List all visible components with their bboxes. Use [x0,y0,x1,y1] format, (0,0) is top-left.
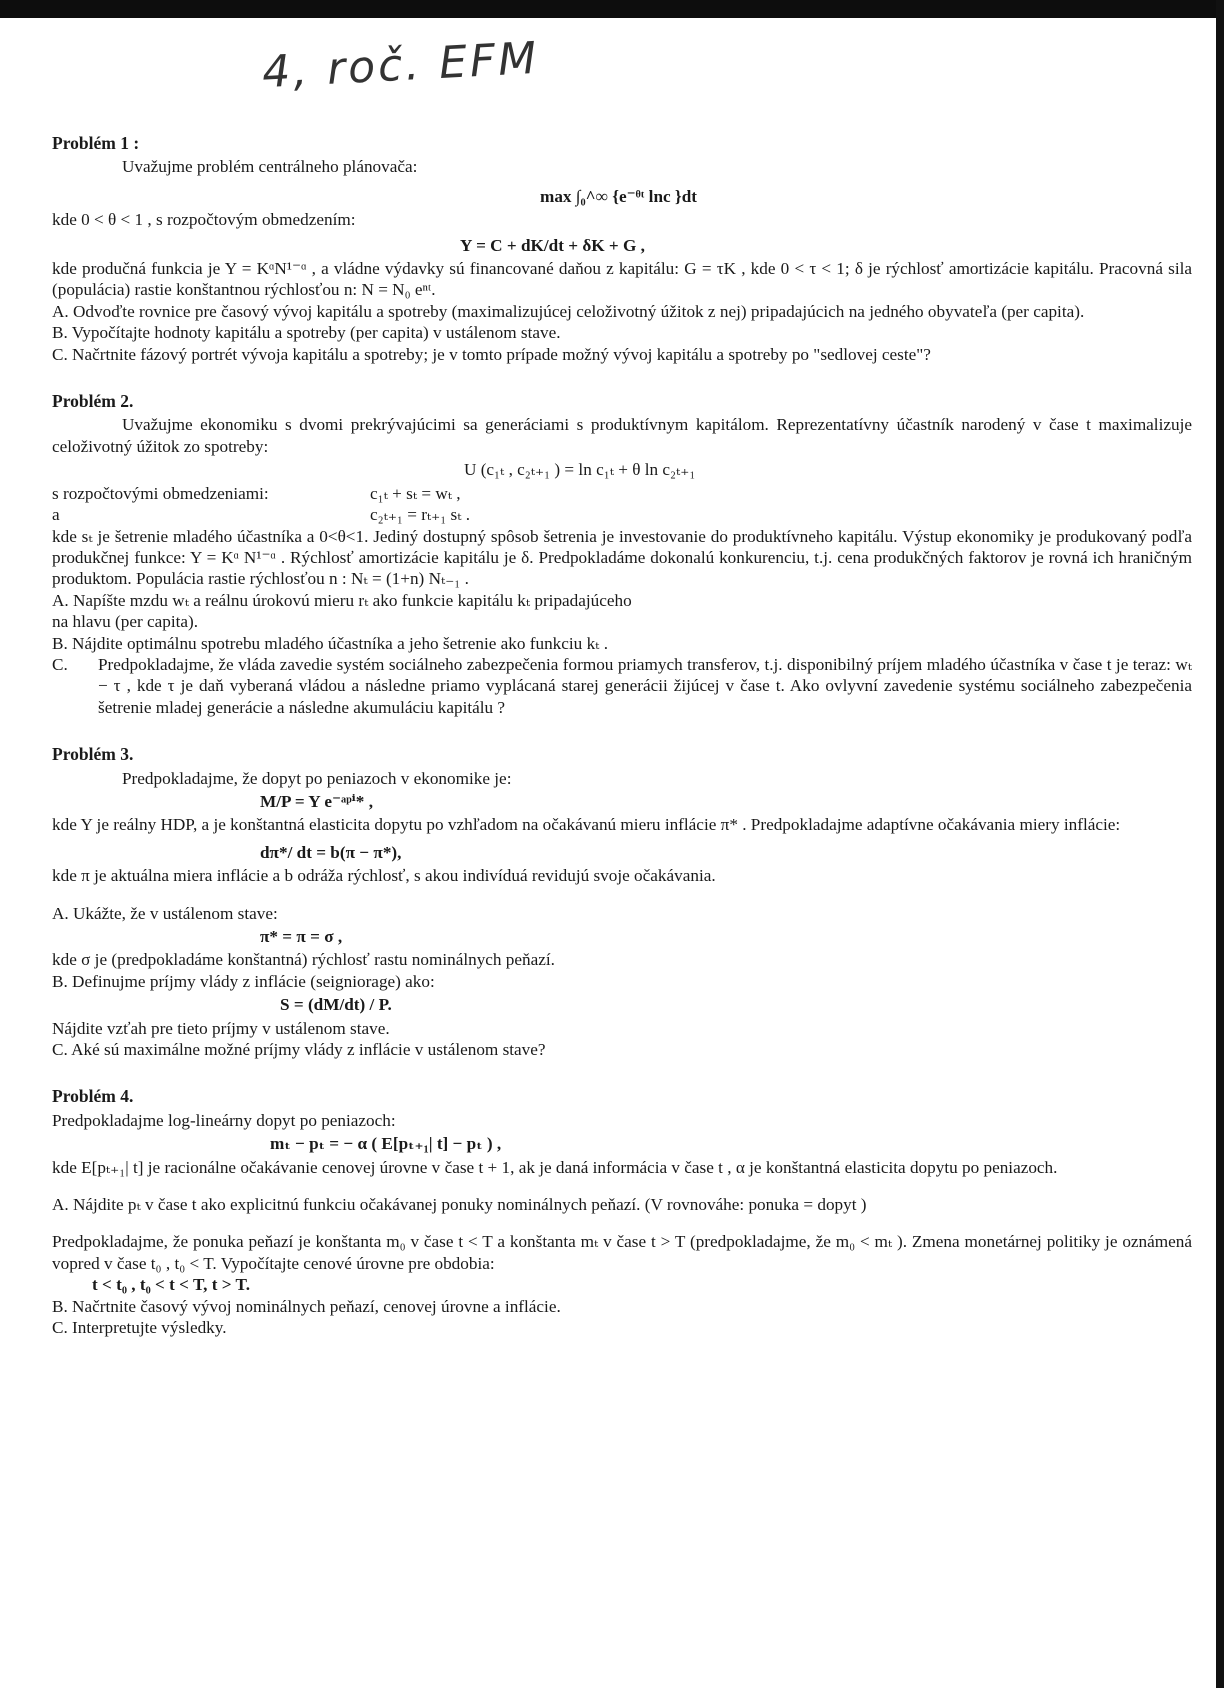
scan-top-border [0,0,1224,18]
problem-4-question-a: A. Nájdite pₜ v čase t ako explicitnú funkciu očakávanej ponuky nominálnych peňazí. (V rovnováhe: ponuka = dopyt ) [52,1195,867,1215]
problem-2-constraint-2: c₂ₜ₊₁ = rₜ₊₁ sₜ . [370,505,471,525]
problem-1-title: Problém 1 : [52,133,140,153]
problem-2-title: Problém 2. [52,391,134,412]
problem-2-question-c-row [52,654,1192,718]
problem-4-text-2: Predpokladajme, že ponuka peňazí je konštanta m₀ v čase t < T a konštanta mₜ v čase t > T (predpokladajme, že m₀ < mₜ ). Zmena monetárnej politiky je oznámená vopred v čase t₀ , t₀ < T. Vypočítajte cenové úrovne pre obdobia: [52,1232,1192,1273]
problem-1-production-text: kde produčná funkcia je Y = KᵅN¹⁻ᵅ , a vládne výdavky sú financované daňou z kapitálu: G = τK , kde 0 < τ < 1; δ je rýchlosť amortizácie kapitálu. Pracovná sila (populácia) rastie konštantnou rýchlosťou n: N = N₀ eⁿᵗ. [52,259,1192,300]
problem-3-question-a: A. Ukážte, že v ustálenom stave: [52,903,278,923]
problem-4-title: Problém 4. [52,1086,134,1107]
problem-3-adaptive-eq: dπ*/ dt = b(π − π*), [260,842,402,862]
problem-2-constraint-row-2 [52,504,1192,525]
problem-3-seigniorage-eq: S = (dM/dt) / P. [280,995,392,1015]
problem-3-question-b: B. Definujme príjmy vlády z inflácie (seigniorage) ako: [52,971,435,991]
problem-1-question-c: C. Načrtnite fázový portrét vývoja kapitálu a spotreby; je v tomto prípade možný vývoj kapitálu a spotreby po "sedlovej ceste"? [52,344,931,364]
problem-2-body: kde sₜ je šetrenie mladého účastníka a 0<θ<1. Jediný dostupný spôsob šetrenia je investovanie do produktívneho kapitálu. Výstup ekonomiky je produkovaný podľa produkčnej funkce: Y = Kᵅ N¹⁻ᵅ . Rýchlosť amortizácie kapitálu je δ. Predpokladáme dokonalú konkurenciu, t.j. cena produkčných faktorov je rovná ich hraničným produktom. Populácia rastie rýchlosťou n : Nₜ = (1+n) Nₜ₋₁ . [52,526,1192,589]
problem-2-question-a-line2: na hlavu (per capita). [52,612,199,632]
problem-4 [52,1086,1192,1338]
problem-1-question-b: B. Vypočítajte hodnoty kapitálu a spotreby (per capita) v ustálenom stave. [52,323,561,343]
problem-1-objective: max ∫₀^∞ {e⁻ᶿᵗ lnc }dt [540,186,697,206]
problem-3-intro: Predpokladajme, že dopyt po peniazoch v ekonomike je: [122,768,512,788]
scan-right-border [1216,0,1224,1688]
problem-4-text-1: kde E[pₜ₊₁| t] je racionálne očakávanie cenovej úrovne v čase t + 1, ak je daná informácia v čase t , α je konštantná elasticita dopytu po peniazoch. [52,1157,1058,1177]
problem-2-a-label: a [52,505,60,525]
document-body [52,133,1192,1355]
problem-2-question-b: B. Nájdite optimálnu spotrebu mladého účastníka a jeho šetrenie ako funkciu kₜ . [52,633,609,653]
problem-2-question-c: Predpokladajme, že vláda zavedie systém sociálneho zabezpečenia formou priamych transferov, t.j. disponibilný príjem mladého účastníka v čase t je teraz: wₜ − τ , kde τ je daň vyberaná vládou a následne priamo vyplácaná starej generácii žijúcej v čase t. Ako ovlyvní zavedenie systému sociálneho zabezpečenia šetrenie mladej generácie a následne akumuláciu kapitálu ? [98,654,1192,717]
problem-1-condition: kde 0 < θ < 1 , s rozpočtovým obmedzením: [52,210,356,230]
problem-3-question-c: C. Aké sú maximálne možné príjmy vlády z inflácie v ustálenom stave? [52,1040,546,1060]
problem-2-intro: Uvažujme ekonomiku s dvomi prekrývajúcimi sa generáciami s produktívnym kapitálom. Reprezentatívny účastník narodený v čase t maximalizuje celoživotný úžitok zo spotreby: [52,415,1192,456]
problem-2-question-a-line1: A. Napíšte mzdu wₜ a reálnu úrokovú mieru rₜ ako funkcie kapitálu kₜ pripadajúceho [52,590,632,610]
problem-2 [52,391,1192,718]
problem-2-constraint-label: s rozpočtovými obmedzeniami: [52,483,269,503]
problem-3 [52,744,1192,1060]
problem-1 [52,133,1192,365]
problem-4-periods: t < t₀ , t₀ < t < T, t > T. [92,1275,251,1295]
problem-3-title: Problém 3. [52,744,134,765]
problem-2-utility: U (c₁ₜ , c₂ₜ₊₁ ) = ln c₁ₜ + θ ln c₂ₜ₊₁ [464,460,696,480]
problem-3-text-4: Nájdite vzťah pre tieto príjmy v ustálenom stave. [52,1018,390,1038]
handwritten-header: 4, roč. EFM [260,32,541,99]
problem-2-constraint-1: c₁ₜ + sₜ = wₜ , [370,483,461,503]
problem-1-intro: Uvažujme problém centrálneho plánovača: [122,157,418,177]
problem-3-text-1: kde Y je reálny HDP, a je konštantná elasticita dopytu po vzhľadom na očakávanú mieru inflácie π* . Predpokladajme adaptívne očakávania miery inflácie: [52,815,1121,835]
problem-4-question-b: B. Načrtnite časový vývoj nominálnych peňazí, cenovej úrovne a inflácie. [52,1296,561,1316]
problem-4-intro: Predpokladajme log-lineárny dopyt po peniazoch: [52,1110,396,1130]
problem-1-question-a: A. Odvoďte rovnice pre časový vývoj kapitálu a spotreby (maximalizujúcej celoživotný úžitok z nej) pripadajúcich na jedného obyvateľa (per capita). [52,301,1085,321]
problem-3-money-demand: M/P = Y e⁻ᵃᵖⁱ* , [260,791,373,811]
problem-4-money-demand: mₜ − pₜ = − α ( E[pₜ₊₁| t] − pₜ ) , [270,1134,502,1154]
problem-1-budget-equation: Y = C + dK/dt + δK + G , [460,235,645,255]
problem-3-text-2: kde π je aktuálna miera inflácie a b odráža rýchlosť, s akou indivíduá revidujú svoje očakávania. [52,866,716,886]
problem-3-text-3: kde σ je (predpokladáme konštantná) rýchlosť rastu nominálnych peňazí. [52,950,555,970]
problem-2-constraint-row [52,483,1192,504]
problem-3-steady-state-eq: π* = π = σ , [260,927,343,946]
problem-4-question-c: C. Interpretujte výsledky. [52,1318,227,1338]
problem-2-question-c-marker: C. [52,654,68,674]
